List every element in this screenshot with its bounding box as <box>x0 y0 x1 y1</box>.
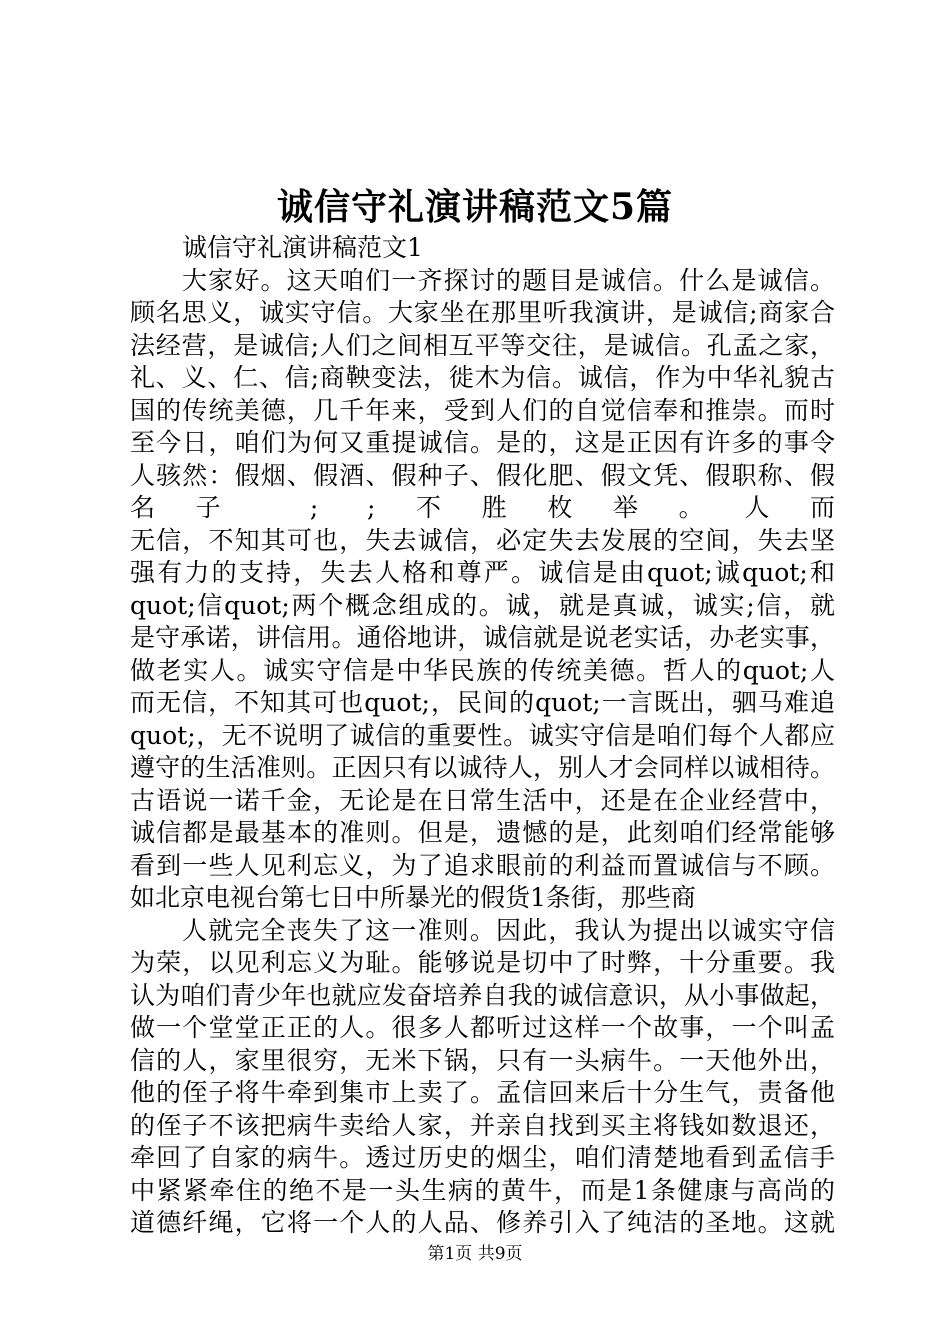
text-line: 法经营，是诚信;人们之间相互平等交往，是诚信。孔孟之家， <box>130 330 835 360</box>
text-line: 至今日，咱们为何又重提诚信。是的，这是正因有许多的事令 <box>130 428 835 457</box>
document-title: 诚信守礼演讲稿范文5篇 <box>276 186 674 228</box>
text-line: 人就完全丧失了这一准则。因此，我认为提出以诚实守信 <box>182 915 835 945</box>
text-line: 名子 ; ;不胜枚举。人而 <box>130 493 835 522</box>
text-line: 信的人，家里很穷，无米下锅，只有一头病牛。一天他外出， <box>130 1045 835 1075</box>
text-line: 他的侄子将牛牵到集市上卖了。孟信回来后十分生气，责备他 <box>130 1078 835 1107</box>
text-line: 是守承诺，讲信用。通俗地讲，诚信就是说老实话，办老实事， <box>130 623 835 652</box>
text-line: 顾名思义，诚实守信。大家坐在那里听我演讲，是诚信;商家合 <box>130 298 835 327</box>
text-line: 无信，不知其可也，失去诚信，必定失去发展的空间，失去坚 <box>130 525 835 555</box>
text-line: 牵回了自家的病牛。透过历史的烟尘，咱们清楚地看到孟信手 <box>130 1143 835 1172</box>
text-line: 诚信都是最基本的准则。但是，遗憾的是，此刻咱们经常能够 <box>130 818 835 847</box>
text-line: 大家好。这天咱们一齐探讨的题目是诚信。什么是诚信。 <box>182 265 835 295</box>
text-line: 国的传统美德，几千年来，受到人们的自觉信奉和推崇。而时 <box>130 395 835 425</box>
text-line: 的侄子不该把病牛卖给人家，并亲自找到买主将钱如数退还， <box>130 1110 835 1140</box>
document-body <box>130 232 835 1240</box>
text-line: 强有力的支持，失去人格和尊严。诚信是由quot;诚quot;和 <box>130 558 835 587</box>
text-line: 遵守的生活准则。正因只有以诚待人，别人才会同样以诚相待。 <box>130 753 835 782</box>
text-line: 古语说一诺千金，无论是在日常生活中，还是在企业经营中， <box>130 785 835 815</box>
text-line: 做老实人。诚实守信是中华民族的传统美德。哲人的quot;人 <box>130 655 835 685</box>
page-footer: 第1页 共9页 <box>427 1244 523 1264</box>
text-line: quot;，无不说明了诚信的重要性。诚实守信是咱们每个人都应 <box>130 720 835 750</box>
text-line: 看到一些人见利忘义，为了追求眼前的利益而置诚信与不顾。 <box>130 850 835 880</box>
text-line: 做一个堂堂正正的人。很多人都听过这样一个故事，一个叫孟 <box>130 1013 835 1042</box>
text-line: 诚信守礼演讲稿范文1 <box>182 233 423 262</box>
text-line: quot;信quot;两个概念组成的。诚，就是真诚，诚实;信，就 <box>130 590 835 620</box>
text-line: 中紧紧牵住的绝不是一头生病的黄牛，而是1条健康与高尚的 <box>130 1175 835 1205</box>
text-line: 而无信，不知其可也quot;，民间的quot;一言既出，驷马难追 <box>130 688 835 717</box>
text-line: 礼、义、仁、信;商鞅变法，徙木为信。诚信，作为中华礼貌古 <box>130 363 835 392</box>
text-line: 如北京电视台第七日中所暴光的假货1条街，那些商 <box>130 883 696 912</box>
text-line: 道德纤绳，它将一个人的人品、修养引入了纯洁的圣地。这就 <box>130 1208 835 1237</box>
text-line: 为荣，以见利忘义为耻。能够说是切中了时弊，十分重要。我 <box>130 948 835 977</box>
text-line: 认为咱们青少年也就应发奋培养自我的诚信意识，从小事做起， <box>130 980 835 1010</box>
text-line: 人骇然：假烟、假酒、假种子、假化肥、假文凭、假职称、假 <box>130 460 835 490</box>
